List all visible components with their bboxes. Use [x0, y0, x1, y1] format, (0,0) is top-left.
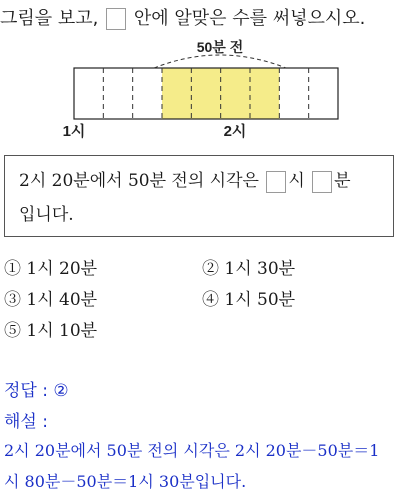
choice-1[interactable]	[4, 254, 97, 279]
problem-box	[4, 155, 394, 237]
choice-1-text: 1시 20분	[26, 259, 98, 279]
choice-5[interactable]	[4, 316, 97, 341]
bracket-label: 50분 전	[196, 39, 244, 55]
choice-5-text: 1시 10분	[26, 321, 98, 341]
answer-blank-minute[interactable]	[312, 171, 332, 193]
question-title-after: 안에 알맞은 수를 써넣으시오.	[133, 8, 366, 29]
choice-3[interactable]	[4, 285, 97, 310]
choice-4-text: 1시 50분	[224, 290, 296, 310]
choice-5-num: ⑤	[4, 321, 21, 341]
explanation-line-1: 2시 20분에서 50분 전의 시각은 2시 20분－50분＝1	[4, 441, 380, 460]
problem-text-1: 2시 20분에서 50분 전의 시각은	[19, 171, 259, 191]
unit-hour: 시	[288, 171, 305, 191]
question-title-before: 그림을 보고,	[0, 8, 99, 29]
choice-2-num: ②	[202, 259, 219, 279]
highlight-50-minutes	[162, 68, 279, 119]
answer-label: 정답 : ②	[4, 381, 69, 401]
time-strip-diagram	[0, 0, 400, 150]
choice-3-num: ③	[4, 290, 21, 310]
bracket-arc	[154, 55, 286, 68]
choice-2-text: 1시 30분	[224, 259, 296, 279]
explanation-line-2: 시 80분－50분＝1시 30분입니다.	[4, 472, 247, 491]
unit-minute: 분	[334, 171, 351, 191]
choice-4-num: ④	[202, 290, 219, 310]
choice-1-num: ①	[4, 259, 21, 279]
choice-3-text: 1시 40분	[26, 290, 98, 310]
choice-2[interactable]	[202, 254, 295, 279]
label-2si: 2시	[223, 123, 247, 140]
explanation-label: 해설 :	[4, 412, 48, 432]
answer-blank-hour[interactable]	[266, 171, 286, 193]
label-1si: 1시	[62, 123, 86, 140]
problem-text-2: 입니다.	[19, 205, 74, 225]
choice-4[interactable]	[202, 285, 295, 310]
